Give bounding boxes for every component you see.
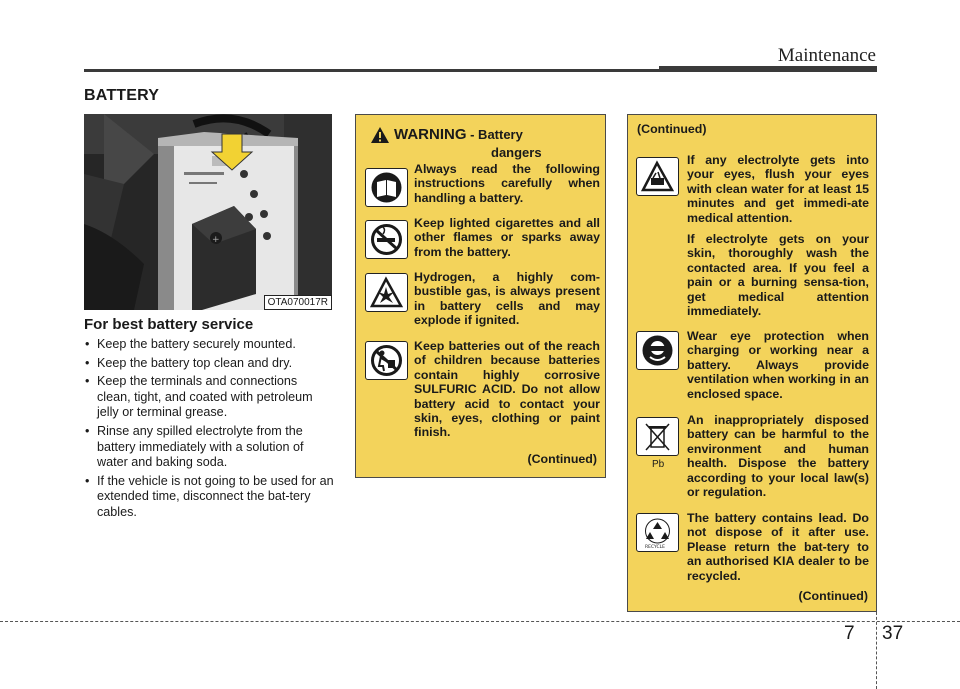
list-item: • Rinse any spilled electrolyte from the battery immediately with a solution of water and baking soda. [84,424,334,471]
footer-divider [876,612,877,689]
continued-text-3: Wear eye protection when charging or working near a battery. Always provide ventilation when working in an enclosed space. [687,329,869,401]
continued-text-2: If electrolyte gets on your skin, thoroughly wash the contacted area. If you feel a pain or a burning sensa-tion, get medical attention immediately. [687,232,869,319]
continued-top-label: (Continued) [637,122,707,136]
rinse-eyes-icon [636,157,679,196]
keep-children-away-icon [365,341,408,380]
recycle-icon [636,513,679,552]
manual-book-icon [365,168,408,207]
warning-box [355,114,606,478]
continued-warning-box [627,114,877,612]
warning-title-line1: - Battery [466,127,523,142]
header-title: Maintenance [777,45,876,66]
chapter-number: 7 [844,623,855,644]
warning-heading [394,126,523,144]
pb-label: Pb [652,459,665,470]
section-title: BATTERY [84,87,160,104]
explosion-icon [365,273,408,312]
list-item: • Keep the battery securely mounted. [84,337,334,353]
list-item: • If the vehicle is not going to be used for an extended time, disconnect the bat-tery cables. [84,474,334,521]
tips-heading: For best battery service [84,316,254,333]
no-smoking-icon [365,220,408,259]
eye-protection-icon [636,331,679,370]
page-number: 37 [882,623,904,644]
battery-photo [84,114,332,310]
list-item: • Keep the battery top clean and dry. [84,356,334,372]
warning-text-2: Keep lighted cigarettes and all other flames or sparks away from the battery. [414,216,600,259]
continued-text-5: The battery contains lead. Do not dispose of it after use. Please return the bat-tery to an authorised KIA dealer to be recycled. [687,511,869,583]
header-rule-thick [659,66,877,72]
continued-text-1: If any electrolyte gets into your eyes, flush your eyes with clean water for at least 15 minutes and get immedi-ate medical attention. [687,153,869,225]
continued-bottom-label: (Continued) [798,589,868,603]
warning-continued: (Continued) [527,452,597,466]
warning-triangle-icon [370,126,390,144]
photo-caption: OTA070017R [264,295,332,310]
list-item: • Keep the terminals and connections clean, tight, and coated with petroleum jelly or terminal grease. [84,374,334,421]
warning-text-1: Always read the following instructions carefully when handling a battery. [414,162,600,205]
warning-label: WARNING [394,126,467,143]
svg-text:+: + [212,235,220,245]
footer-rule [0,621,960,622]
tips-list [84,337,334,524]
continued-text-4: An inappropriately disposed battery can be harmful to the environment and human health. Dispose the battery according to your local law(s) or regulation. [687,413,869,500]
warning-text-3: Hydrogen, a highly com-bustible gas, is always present in battery cells and may explode if ignited. [414,270,600,328]
battery-illustration [84,114,332,310]
warning-text-4: Keep batteries out of the reach of children because batteries contain highly corrosive SULFURIC ACID. Do not allow battery acid to contact your skin, eyes, clothing or paint finish. [414,339,600,440]
recycle-label: RECYCLE [645,545,666,549]
crossed-bin-icon [636,417,679,456]
warning-title-line2: dangers [491,145,542,160]
